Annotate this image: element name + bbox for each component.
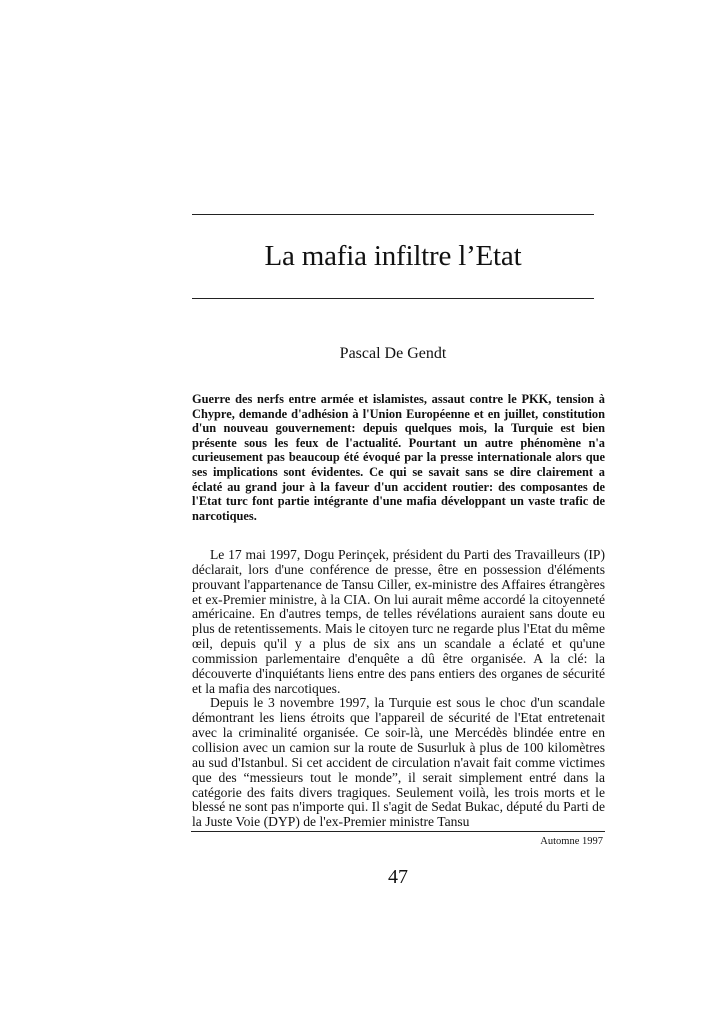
body-paragraph: Depuis le 3 novembre 1997, la Turquie est sous le choc d'un scandale démontrant les liens étroits que l'appareil de sécurité de l'Etat entretenait avec la criminalité organisée. Ce soir-là, une Mercédès blindée entre en collision avec un camion sur la route de Susurluk à plus de 100 kilomètres au sud d'Istanbul. Si cet accident de circulation n'avait fait comme victimes que des “messieurs tout le monde”, il serait simplement entré dans la catégorie des faits divers tragiques. Seulement voilà, les trois morts et le blessé ne sont pas n'importe qui. Il s'agit de Sedat Bukac, député du Parti de la Juste Voie (DYP) de l'ex-Premier ministre Tansu <box>192 695 605 830</box>
page-number: 47 <box>388 866 408 888</box>
footer-rule <box>191 831 605 832</box>
title-top-rule <box>192 214 594 215</box>
article-abstract: Guerre des nerfs entre armée et islamistes, assaut contre le PKK, tension à Chypre, demande d'adhésion à l'Union Européenne et en juillet, constitution d'un nouveau gouvernement: depuis quelques mois, la Turquie est bien présente sous les feux de l'actualité. Pourtant un autre phénomène n'a curieusement pas beaucoup été évoqué par la presse internationale alors que ses implications sont évidentes. Ce qui se savait sans se dire clairement a éclaté au grand jour à la faveur d'un accident routier: des composantes de l'Etat turc font partie intégrante d'une mafia développant un vaste trafic de narcotiques. <box>192 392 605 523</box>
title-bottom-rule <box>192 298 594 299</box>
body-paragraph: Le 17 mai 1997, Dogu Perinçek, président du Parti des Travailleurs (IP) déclarait, lors d'une conférence de presse, être en possession d'éléments prouvant l'appartenance de Tansu Ciller, ex-ministre des Affaires étrangères et ex-Premier ministre, à la CIA. On lui aurait même accordé la citoyenneté américaine. En d'autres temps, de telles révélations auraient sans doute eu plus de retentissements. Mais le citoyen turc ne regarde plus l'Etat du même œil, depuis qu'il y a plus de six ans un scandale a éclaté et qu'une commission parlementaire d'enquête a dû être organisée. A la clé: la découverte d'inquiétants liens entre des pans entiers des organes de sécurité et la mafia des narcotiques. <box>192 547 605 696</box>
article-author: Pascal De Gendt <box>339 345 447 362</box>
issue-label: Automne 1997 <box>540 836 603 847</box>
article-title: La mafia infiltre l’Etat <box>264 240 522 272</box>
article-body <box>192 548 605 830</box>
